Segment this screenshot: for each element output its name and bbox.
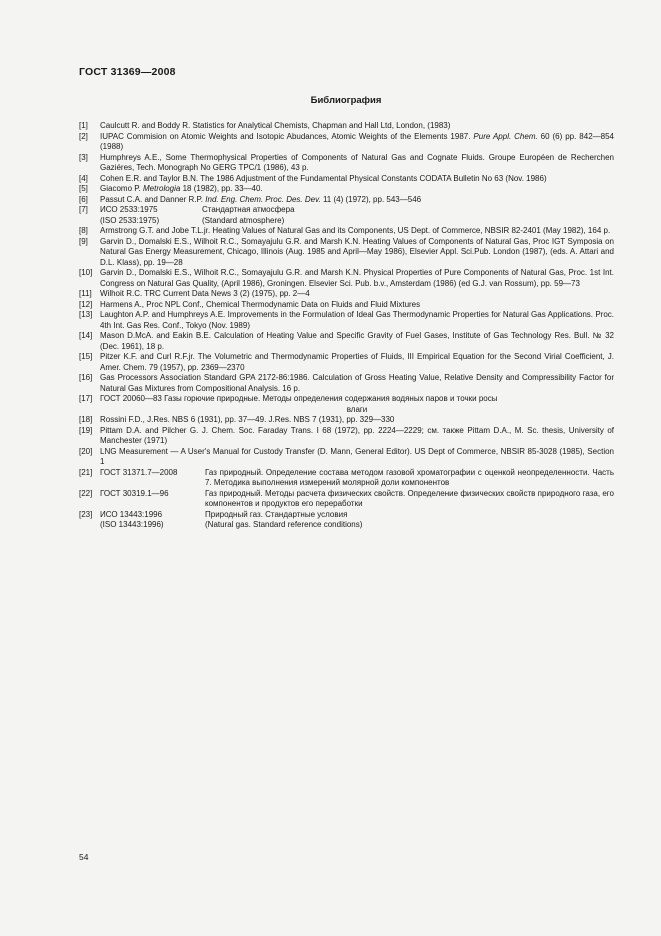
reference-item <box>79 132 614 153</box>
reference-number: [8] <box>79 226 88 235</box>
bibliography-title: Библиография <box>310 95 382 106</box>
reference-text <box>100 510 614 531</box>
reference-item <box>79 331 614 352</box>
reference-item <box>79 237 614 269</box>
reference-item <box>79 510 614 531</box>
reference-text: Cohen E.R. and Taylor B.N. The 1986 Adjustment of the Fundamental Physical Constants CODATA Bulletin No 63 (Nov. 1986) <box>100 173 547 183</box>
reference-journal: Pure Appl. Chem. <box>473 131 538 141</box>
reference-number: [4] <box>79 173 88 183</box>
reference-number: [15] <box>79 352 93 361</box>
reference-number: [16] <box>79 373 93 382</box>
standard-code: ГОСТ 30319.1—96 <box>100 488 169 498</box>
reference-number: [9] <box>79 236 88 246</box>
reference-item <box>79 226 614 237</box>
reference-number: [12] <box>79 299 93 309</box>
reference-journal: Ind. Eng. Chem. Proc. Des. Dev. <box>205 194 321 204</box>
reference-text-continuation: влаги <box>346 404 368 414</box>
reference-number: [20] <box>79 446 93 456</box>
reference-text <box>100 205 614 226</box>
reference-text: Rossini F.D., J.Res. NBS 6 (1931), pp. 37—49. J.Res. NBS 7 (1931), pp. 329—330 <box>100 415 395 424</box>
reference-item <box>79 205 614 226</box>
standard-code: (ISO 13443:1996) <box>100 520 164 529</box>
bibliography-list <box>79 121 614 531</box>
reference-text: Humphreys A.E., Some Thermophysical Properties of Components of Natural Gas and Cognate Fluids. Groupe Européen de Recherchen Gaziéres, Tech. Monograph No GERG TPC/1 (1986), 43 p. <box>100 152 614 172</box>
reference-text <box>100 132 614 153</box>
reference-number: [22] <box>79 488 93 498</box>
standard-title: Природный газ. Стандартные условия <box>205 509 348 519</box>
reference-text: Wilhoit R.C. TRC Current Data News 3 (2) (1975), pp. 2—4 <box>100 289 310 298</box>
reference-item <box>79 153 614 174</box>
reference-number: [18] <box>79 415 93 424</box>
reference-text-part: IUPAC Commision on Atomic Weights and Isotopic Abudances, Atomic Weights of the Elements 1987. <box>100 131 471 141</box>
page-number: 54 <box>79 852 89 862</box>
reference-item <box>79 394 614 415</box>
reference-text-part: 60 (6) pp. 842—854 (1988) <box>100 131 614 151</box>
reference-text: Harmens A., Proc NPL Conf., Chemical Thermodynamic Data on Fluids and Fluid Mixtures <box>100 299 421 309</box>
reference-text <box>100 394 614 415</box>
reference-number: [23] <box>79 509 93 519</box>
reference-item <box>79 310 614 331</box>
reference-number: [6] <box>79 194 88 204</box>
reference-item <box>79 373 614 394</box>
reference-text: Mason D.McA. and Eakin B.E. Calculation of Heating Value and Specific Gravity of Fuel Gases, Institute of Gas Technology Res. Bull. № 32 (Dec. 1961), 18 p. <box>100 331 614 351</box>
reference-journal: Metrologia <box>143 184 181 193</box>
reference-number: [7] <box>79 205 88 214</box>
reference-number: [17] <box>79 394 93 403</box>
reference-text: Gas Processors Association Standard GPA 2172-86:1986. Calculation of Gross Heating Value, Relative Density and Compressibility Factor for Natural Gas Mixtures from Compositional Analysis. 16 p. <box>100 373 614 393</box>
standard-title: Газ природный. Методы расчета физических свойств. Определение физических свойств природного газа, его компонентов и продуктов его переработки <box>205 488 614 508</box>
standard-code: ИСО 2533:1975 <box>100 205 158 214</box>
reference-item <box>79 489 614 510</box>
reference-item <box>79 121 614 132</box>
reference-item <box>79 447 614 468</box>
reference-item <box>79 468 614 489</box>
reference-number: [1] <box>79 121 88 130</box>
reference-number: [13] <box>79 310 93 319</box>
standard-code: (ISO 2533:1975) <box>100 215 160 225</box>
reference-number: [21] <box>79 467 93 477</box>
reference-item <box>79 184 614 195</box>
reference-text <box>100 489 614 510</box>
reference-text-part: Passut C.A. and Danner R.P. <box>100 194 204 204</box>
reference-item <box>79 268 614 289</box>
standard-title: Газ природный. Определение состава методом газовой хроматографии с оценкой неопределенности. Часть 7. Методика выполнения измерений молярной доли компонентов <box>205 467 614 487</box>
reference-number: [2] <box>79 131 88 141</box>
standard-code: ГОСТ 31371.7—2008 <box>100 467 178 477</box>
reference-item <box>79 174 614 185</box>
reference-number: [5] <box>79 184 88 193</box>
standard-title: Стандартная атмосфера <box>202 205 295 214</box>
reference-text: Laughton A.P. and Humphreys A.E. Improvements in the Formulation of Ideal Gas Thermodynamic Properties for Natural Gas Applications. Proc. 4th Int. Gas Res. Conf., Tokyo (Nov. 1989) <box>100 310 614 330</box>
reference-number: [19] <box>79 425 93 435</box>
reference-text-part: Giacomo P. <box>100 184 141 193</box>
reference-number: [14] <box>79 331 93 340</box>
reference-text: LNG Measurement — A User's Manual for Custody Transfer (D. Mann, General Editor). US Dept of Commerce, NBSIR 85-3028 (1985), Section 1 <box>100 446 614 466</box>
reference-number: [11] <box>79 289 92 298</box>
reference-text: Garvin D., Domalski E.S., Wilhoit R.C., Somayajulu G.R. and Marsh K.N. Heating Values of Components of Natural Gas, Proc IGT Symposia on Natural Gas Energy Measurement, Chicago, Illinois (Aug. 1985 and April—May 1986), Elsevier Appl. Sci.Pub. London (1987), (eds. A. Attari and D.L. Klass), pp. 19—28 <box>100 236 614 267</box>
reference-text: Garvin D., Domalski E.S., Wilhoit R.C., Somayajulu G.R. and Marsh K.N. Physical Properties of Pure Components of Natural Gas, Proc. 1st Int. Congress on Natural Gas Quality, (April 1986), Groningen. Elsevier Sci. Pub. b.v., Amsterdam (1986) (ed G.J. van Rossum), pp. 59—73 <box>100 268 614 288</box>
reference-item <box>79 300 614 311</box>
reference-text: Pittam D.A. and Pilcher G. J. Chem. Soc. Faraday Trans. I 68 (1972), pp. 2224—2229; см. также Pittam D.A., M. Sc. thesis, University of Manchester (1971) <box>100 425 614 445</box>
reference-text: Armstrong G.T. and Jobe T.L.jr. Heating Values of Natural Gas and its Components, US Dept. of Commerce, NBSIR 82-2401 (May 1982), 164 p. <box>100 226 611 235</box>
reference-text-part: 11 (4) (1972), pp. 543—546 <box>322 194 422 204</box>
standard-title: (Natural gas. Standard reference conditions) <box>205 520 363 529</box>
standard-code: ИСО 13443:1996 <box>100 509 163 519</box>
document-header: ГОСТ 31369—2008 <box>79 66 176 78</box>
reference-text <box>100 468 614 489</box>
reference-text <box>100 184 614 195</box>
reference-number: [10] <box>79 268 93 277</box>
reference-item <box>79 289 614 300</box>
reference-text-part: ГОСТ 20060—83 Газы горючие природные. Методы определения содержания водяных паров и точки росы <box>100 394 498 403</box>
reference-item <box>79 195 614 206</box>
reference-number: [3] <box>79 152 88 162</box>
reference-item <box>79 426 614 447</box>
standard-title: (Standard atmosphere) <box>202 215 285 225</box>
reference-text: Pitzer K.F. and Curl R.F.jr. The Volumetric and Thermodynamic Properties of Fluids, III Empirical Equation for the Second Virial Coefficient, J. Amer. Chem. 79 (1957), pp. 2369—2370 <box>100 352 614 372</box>
reference-text-part: 18 (1982), pp. 33—40. <box>182 184 263 193</box>
reference-text: Caulcutt R. and Boddy R. Statistics for Analytical Chemists, Chapman and Hall Ltd, London, (1983) <box>100 121 451 130</box>
reference-item <box>79 415 614 426</box>
reference-text <box>100 195 614 206</box>
reference-item <box>79 352 614 373</box>
